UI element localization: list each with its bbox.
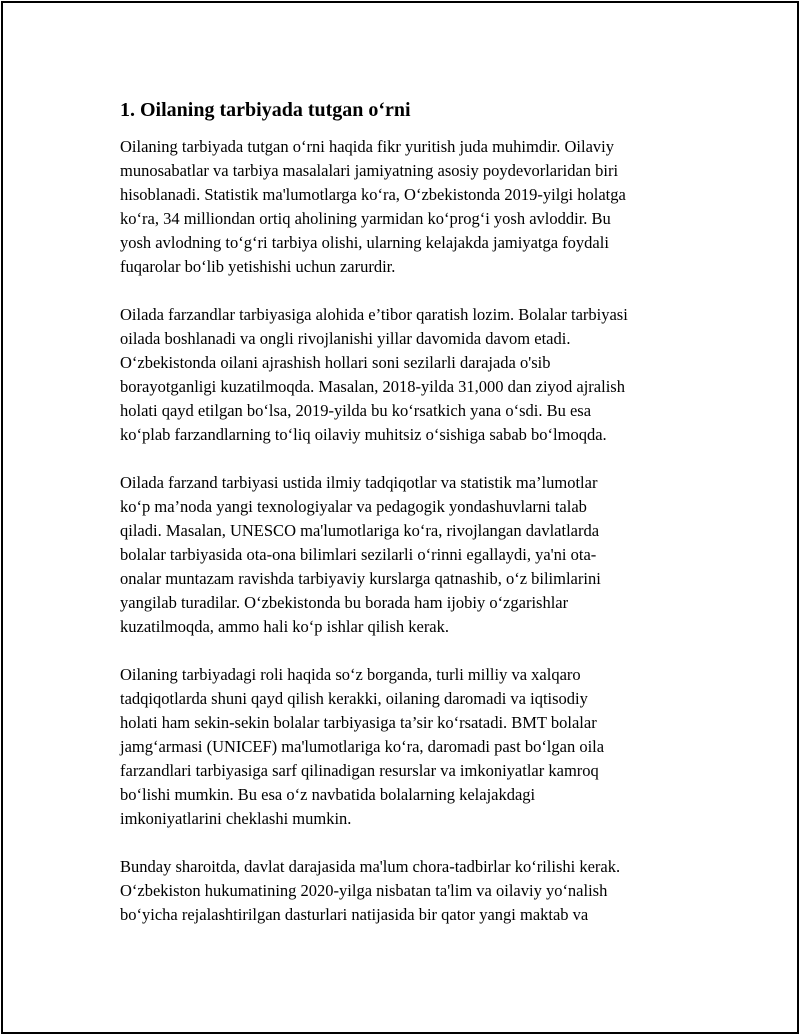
text-line: Bunday sharoitda, davlat darajasida ma'lum chora-tadbirlar ko‘rilishi kerak. <box>120 857 621 876</box>
text-line: ko‘plab farzandlarning to‘liq oilaviy muhitsiz o‘sishiga sabab bo‘lmoqda. <box>120 425 607 444</box>
paragraph-list <box>120 135 695 927</box>
document-page <box>1 1 799 1034</box>
text-line: ko‘p ma’noda yangi texnologiyalar va pedagogik yondashuvlarni talab <box>120 497 587 516</box>
text-line: borayotganligi kuzatilmoqda. Masalan, 2018-yilda 31,000 dan ziyod ajralish <box>120 377 625 396</box>
section-heading: 1. Oilaning tarbiyada tutgan o‘rni <box>120 99 411 121</box>
paragraph <box>120 663 695 831</box>
text-line: kuzatilmoqda, ammo hali ko‘p ishlar qilish kerak. <box>120 617 450 636</box>
text-line: O‘zbekistonda oilani ajrashish hollari soni sezilarli darajada o'sib <box>120 353 551 372</box>
text-line: imkoniyatlarini cheklashi mumkin. <box>120 809 352 828</box>
text-line: oilada boshlanadi va ongli rivojlanishi yillar davomida davom etadi. <box>120 329 571 348</box>
text-line: holati ham sekin-sekin bolalar tarbiyasiga ta’sir ko‘rsatadi. BMT bolalar <box>120 713 597 732</box>
text-line: hisoblanadi. Statistik ma'lumotlarga ko‘ra, O‘zbekistonda 2019-yilgi holatga <box>120 185 626 204</box>
text-line: fuqarolar bo‘lib yetishishi uchun zarurdir. <box>120 257 396 276</box>
text-line: Oilaning tarbiyadagi roli haqida so‘z borganda, turli milliy va xalqaro <box>120 665 581 684</box>
text-line: farzandlari tarbiyasiga sarf qilinadigan resurslar va imkoniyatlar kamroq <box>120 761 599 780</box>
text-line: Oilada farzand tarbiyasi ustida ilmiy tadqiqotlar va statistik ma’lumotlar <box>120 473 598 492</box>
text-line: Oilaning tarbiyada tutgan o‘rni haqida fikr yuritish juda muhimdir. Oilaviy <box>120 137 614 156</box>
text-line: jamg‘armasi (UNICEF) ma'lumotlariga ko‘ra, daromadi past bo‘lgan oila <box>120 737 605 756</box>
text-line: Oilada farzandlar tarbiyasiga alohida e’tibor qaratish lozim. Bolalar tarbiyasi <box>120 305 628 324</box>
text-line: munosabatlar va tarbiya masalalari jamiyatning asosiy poydevorlaridan biri <box>120 161 619 180</box>
text-line: tadqiqotlarda shuni qayd qilish kerakki, oilaning daromadi va iqtisodiy <box>120 689 588 708</box>
document-body <box>120 95 695 951</box>
text-line: bo‘lishi mumkin. Bu esa o‘z navbatida bolalarning kelajakdagi <box>120 785 536 804</box>
paragraph <box>120 303 695 447</box>
paragraph <box>120 135 695 279</box>
text-line: bolalar tarbiyasida ota-ona bilimlari sezilarli o‘rinni egallaydi, ya'ni ota- <box>120 545 597 564</box>
text-line: bo‘yicha rejalashtirilgan dasturlari natijasida bir qator yangi maktab va <box>120 905 589 924</box>
paragraph <box>120 471 695 639</box>
paragraph <box>120 855 695 927</box>
text-line: yosh avlodning to‘g‘ri tarbiya olishi, ularning kelajakda jamiyatga foydali <box>120 233 609 252</box>
text-line: O‘zbekiston hukumatining 2020-yilga nisbatan ta'lim va oilaviy yo‘nalish <box>120 881 608 900</box>
text-line: ko‘ra, 34 milliondan ortiq aholining yarmidan ko‘prog‘i yosh avloddir. Bu <box>120 209 611 228</box>
text-line: holati qayd etilgan bo‘lsa, 2019-yilda bu ko‘rsatkich yana o‘sdi. Bu esa <box>120 401 592 420</box>
text-line: qiladi. Masalan, UNESCO ma'lumotlariga ko‘ra, rivojlangan davlatlarda <box>120 521 600 540</box>
text-line: onalar muntazam ravishda tarbiyaviy kurslarga qatnashib, o‘z bilimlarini <box>120 569 601 588</box>
text-line: yangilab turadilar. O‘zbekistonda bu borada ham ijobiy o‘zgarishlar <box>120 593 569 612</box>
